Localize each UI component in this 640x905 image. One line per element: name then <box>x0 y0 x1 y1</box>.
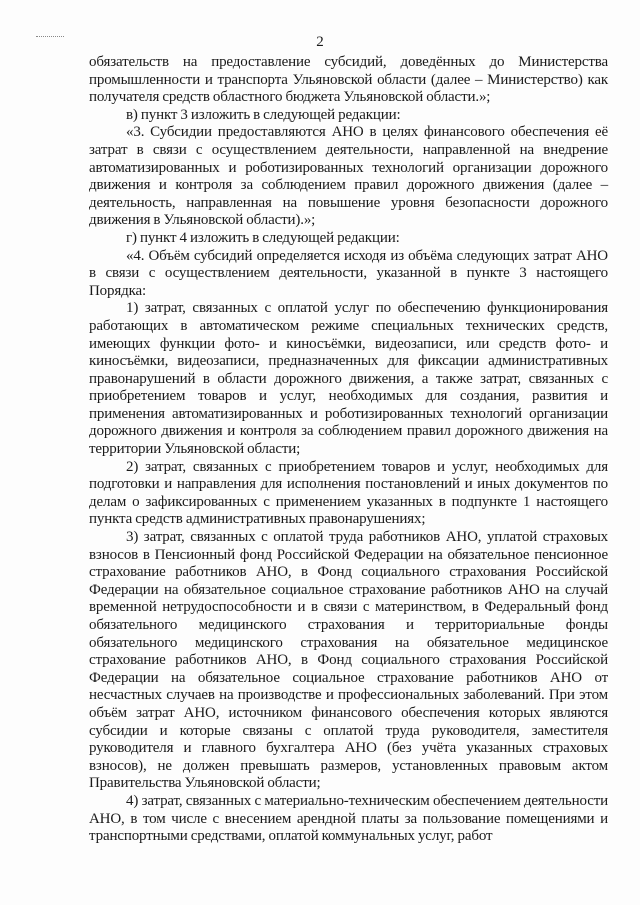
paragraph-item-v: в) пункт 3 изложить в следующей редакции: <box>126 106 401 123</box>
paragraph-item-g: г) пункт 4 изложить в следующей редакции: <box>126 229 400 246</box>
document-body <box>89 54 608 846</box>
paragraph-subclause-3: 3) затрат, связанных с оплатой труда работников АНО, уплатой страховых взносов в Пенсионный фонд Российской Федерации на обязательное пенсионное страхование работников АНО, в Фонд социального страхования Российской Федерации на обязательное социальное страхование работников АНО на случай временной нетрудоспособности и в связи с материнством, в Федеральный фонд обязательного медицинского страхования и территориальные фонды обязательного медицинского страхования на обязательное медицинское страхование работников АНО, в Фонд социального страхования Российской Федерации на обязательное социальное страхование работников АНО от несчастных случаев на производстве и профессиональных заболеваний. При этом объём затрат АНО, источником финансового обеспечения которых являются субсидии и которые связаны с оплатой труда руководителя, заместителя руководителя и главного бухгалтера АНО (без учёта указанных страховых взносов), не должен превышать размеров, установленных правовым актом Правительства Ульяновской области; <box>89 529 608 792</box>
paragraph-clause-4: «4. Объём субсидий определяется исходя из объёма следующих затрат АНО в связи с осуществлением деятельности, указанной в пункте 3 настоящего Порядка: <box>89 247 608 299</box>
paragraph-subclause-4: 4) затрат, связанных с материально-техническим обеспечением деятельности АНО, в том числе с внесением арендной платы за пользование помещениями и транспортными средствами, оплатой коммунальных услуг, работ <box>89 792 608 845</box>
paragraph-clause-3: «3. Субсидии предоставляются АНО в целях финансового обеспечения её затрат в связи с осуществлением деятельности, направленной на внедрение автоматизированных и роботизированных технологий организации дорожного движения и контроля за соблюдением правил дорожного движения (далее – деятельность, направленная на повышение уровня безопасности дорожного движения в Ульяновской области).»; <box>89 124 608 229</box>
paragraph-subclause-2: 2) затрат, связанных с приобретением товаров и услуг, необходимых для подготовки и направления для исполнения постановлений и иных документов по делам о зафиксированных с применением указанных в подпункте 1 настоящего пункта средств административных правонарушениях; <box>89 458 608 528</box>
paragraph-subclause-1: 1) затрат, связанных с оплатой услуг по обеспечению функционирования работающих в автоматическом режиме специальных технических средств, имеющих функции фото- и киносъёмки, видеозаписи, или средств фото- и киносъёмки, видеозаписи, предназначенных для фиксации административных правонарушений в области дорожного движения, а также затрат, связанных с приобретением товаров и услуг, необходимых для создания, развития и применения автоматизированных и роботизированных технологий организации дорожного движения и контроля за соблюдением правил дорожного движения на территории Ульяновской области; <box>89 300 608 458</box>
page-number: 2 <box>316 34 324 50</box>
paragraph-ministry-obligations: обязательств на предоставление субсидий, доведённых до Министерства промышленности и транспорта Ульяновской области (далее – Министерство) как получателя средств областного бюджета Ульяновской области.»; <box>89 54 608 106</box>
